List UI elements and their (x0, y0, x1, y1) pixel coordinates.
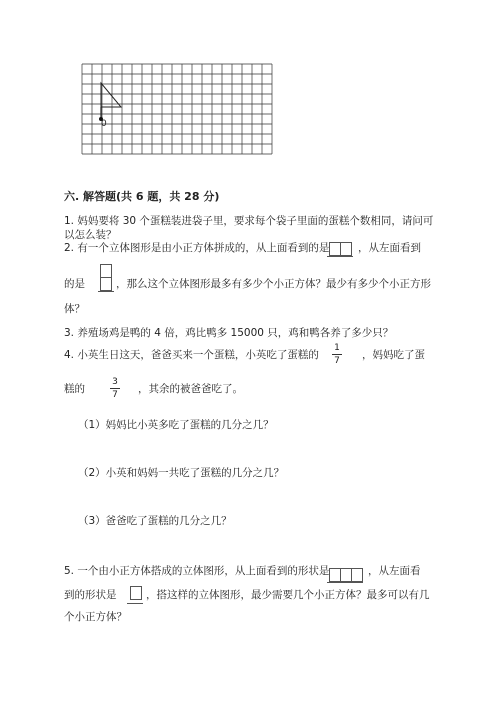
q4-line1a: 4. 小英生日这天，爸爸买来一个蛋糕，小英吃了蛋糕的 (64, 349, 319, 361)
q5-blank-2 (127, 603, 143, 604)
q2-line2b: ，那么这个立体图形最多有多少个小正方体？最少有多少个小正方形 (116, 278, 431, 290)
section-title: 六. 解答题(共 6 题，共 28 分) (64, 190, 220, 203)
q2-left-view-figure (100, 264, 112, 290)
fraction-2-denominator: 7 (112, 390, 118, 400)
q1-line2: 以怎么装？ (64, 229, 117, 241)
q3-text: 3. 养殖场鸡是鸭的 4 倍，鸡比鸭多 15000 只，鸡和鸭各养了多少只？ (64, 327, 394, 339)
q2-blank-1 (327, 256, 353, 257)
q5-blank-1 (327, 582, 363, 583)
q4-sub2: （2）小英和妈妈一共吃了蛋糕的几分之几？ (78, 467, 285, 479)
q5-line2a: 到的形状是 (64, 589, 117, 601)
q4-line2b: ，其余的被爸爸吃了。 (138, 383, 243, 395)
fraction-1-numerator: 1 (334, 343, 340, 353)
q1-line1: 1. 妈妈要将 30 个蛋糕装进袋子里，要求每个袋子里面的蛋糕个数相同，请问可 (64, 215, 434, 227)
q4-line1b: ，妈妈吃了蛋 (362, 349, 425, 361)
grid-figure (81, 63, 273, 161)
q5-line1b: ，从左面看 (368, 565, 421, 577)
q5-left-view-figure (130, 586, 141, 600)
q5-top-view-figure (329, 568, 362, 582)
triangle-flag (101, 83, 121, 107)
q2-line1a: 2. 有一个立体图形是由小正方体拼成的，从上面看到的是 (64, 242, 330, 254)
q2-top-view-figure (329, 242, 351, 256)
origin-label: 0 (101, 119, 107, 129)
q5-line1a: 5. 一个由小正方体搭成的立体图形，从上面看到的形状是 (64, 565, 330, 577)
q4-fraction-1 (330, 343, 344, 366)
q4-sub3: （3）爸爸吃了蛋糕的几分之几？ (78, 515, 232, 527)
fraction-2-numerator: 3 (112, 377, 118, 387)
q2-line3: 体？ (64, 303, 85, 315)
q5-line3: 个小正方体？ (64, 611, 127, 623)
q5-line2b: ，搭这样的立体图形，最少需要几个小正方体？最多可以有几 (146, 589, 430, 601)
q4-line2a: 糕的 (64, 383, 85, 395)
q2-line1b: ，从左面看到 (358, 242, 421, 254)
q2-blank-2 (98, 291, 114, 292)
fraction-1-denominator: 7 (334, 356, 340, 366)
q4-fraction-2 (108, 377, 122, 400)
q4-sub1: （1）妈妈比小英多吃了蛋糕的几分之几？ (78, 419, 274, 431)
q2-line2a: 的是 (64, 278, 85, 290)
